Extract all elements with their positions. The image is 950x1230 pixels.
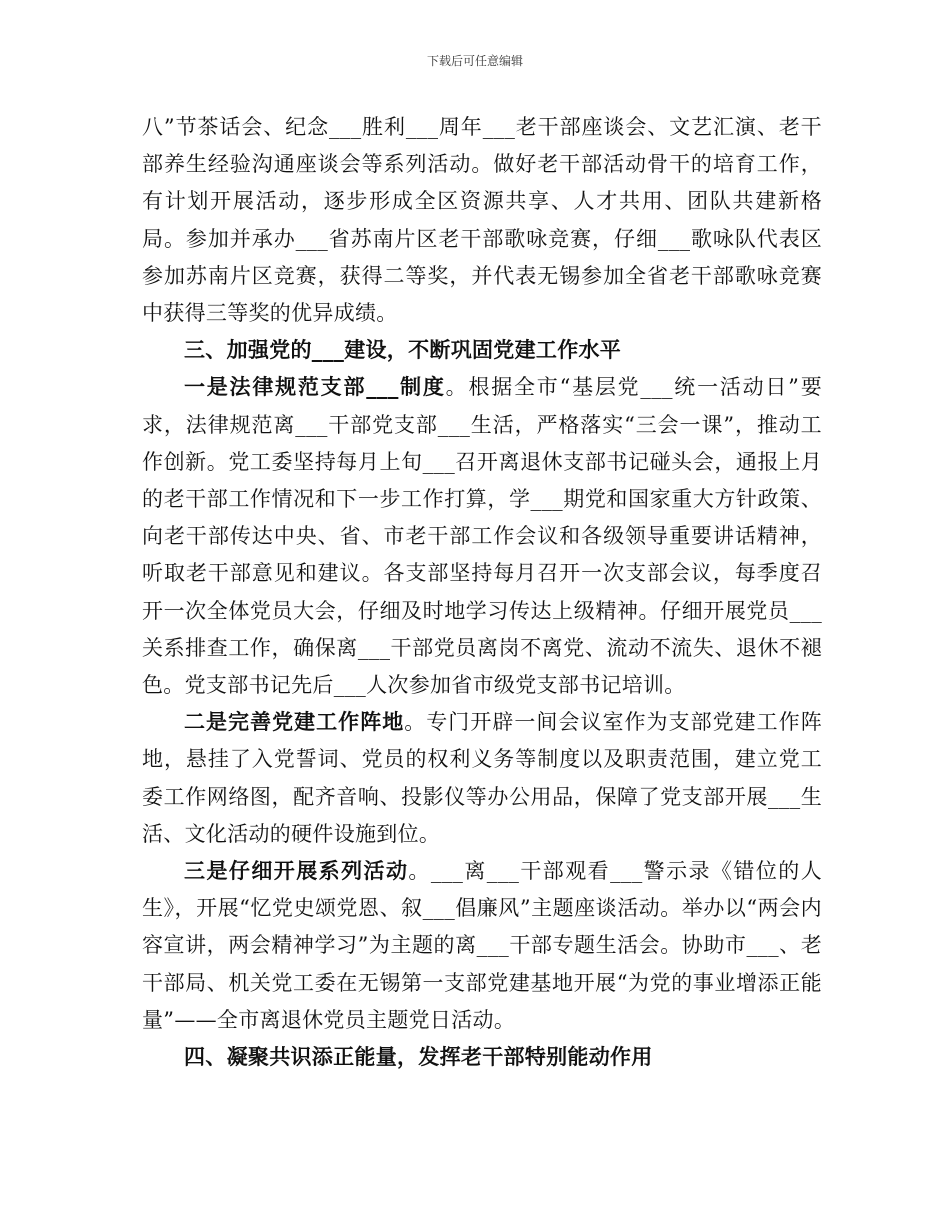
document-body: [142, 109, 822, 1076]
paragraph-activities: [142, 853, 822, 1039]
section-heading-3: 三、加强党的___建设，不断巩固党建工作水平: [184, 338, 622, 363]
paragraph-text: 。专门开辟一间会议室作为支部党建工作阵地，悬挂了入党誓词、党员的权利义务等制度以及职责范围，建立党工委工作网络图，配齐音响、投影仪等办公用品，保障了党支部开展___生活、文化活动的硬件设施到位。: [142, 710, 822, 846]
paragraph-improve-base: [142, 704, 822, 853]
page-header: 下载后可任意编辑: [426, 54, 523, 68]
paragraph-regulate-branch: [142, 369, 822, 704]
paragraph-lead: 二是完善党建工作阵地: [184, 710, 405, 735]
paragraph-lead: 一是法律规范支部___制度: [184, 375, 446, 400]
paragraph-text: 。根据全市“基层党___统一活动日”要求，法律规范离___干部党支部___生活，严格落实“三会一课”，推动工作创新。党工委坚持每月上旬___召开离退休支部书记碰头会，通报上月的老干部工作情况和下一步工作打算，学___期党和国家重大方针政策、向老干部传达中央、省、市老干部工作会议和各级领导重要讲话精神，听取老干部意见和建议。各支部坚持每月召开一次支部会议，每季度召开一次全体党员大会，仔细及时地学习传达上级精神。仔细开展党员___关系排查工作，确保离___干部党员离岗不离党、流动不流失、退休不褪色。党支部书记先后___人次参加省市级党支部书记培训。: [142, 375, 822, 698]
paragraph-continuation: 八”节茶话会、纪念___胜利___周年___老干部座谈会、文艺汇演、老干部养生经验沟通座谈会等系列活动。做好老干部活动骨干的培育工作，有计划开展活动，逐步形成全区资源共享、人才共用、团队共建新格局。参加并承办___省苏南片区老干部歌咏竞赛，仔细___歌咏队代表区参加苏南片区竞赛，获得二等奖，并代表无锡参加全省老干部歌咏竞赛中获得三等奖的优异成绩。: [142, 115, 822, 326]
paragraph-text: 。___离___干部观看___警示录《错位的人生》，开展“忆党史颂党恩、叙___倡廉风”主题座谈活动。举办以“两会内容宣讲，两会精神学习”为主题的离___干部专题生活会。协助市___、老干部局、机关党工委在无锡第一支部党建基地开展“为党的事业增添正能量”——全市离退休党员主题党日活动。: [142, 859, 823, 1032]
paragraph-lead: 三是仔细开展系列活动: [184, 859, 409, 884]
section-heading-4: 四、凝聚共识添正能量，发挥老干部特别能动作用: [184, 1045, 653, 1070]
